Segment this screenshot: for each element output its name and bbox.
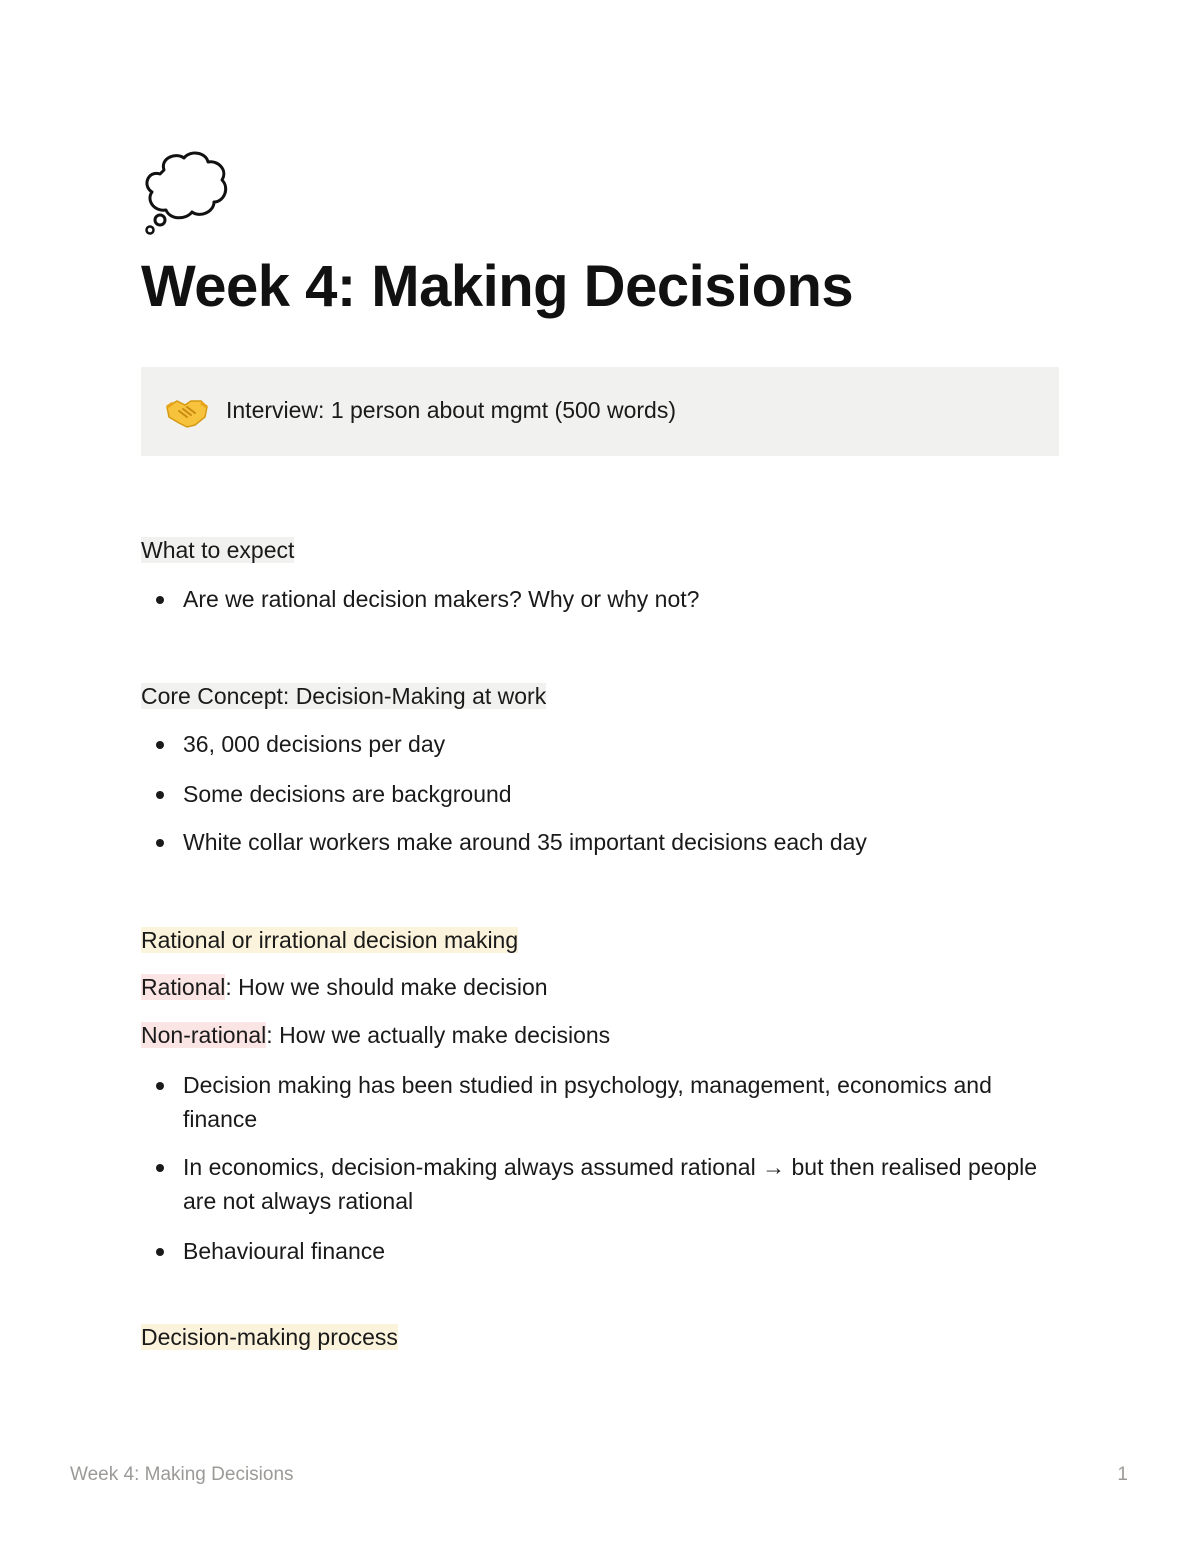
rational-term: Rational <box>141 974 226 1000</box>
nonrational-definition <box>141 1020 610 1050</box>
rational-definition <box>141 972 548 1002</box>
list-item: Are we rational decision makers? Why or why not? <box>141 582 1059 616</box>
rational-list <box>141 1068 1059 1268</box>
callout-block <box>141 367 1059 456</box>
nonrational-def: : How we actually make decisions <box>266 1022 611 1048</box>
list-item: Behavioural finance <box>141 1234 1059 1268</box>
list-item: In economics, decision-making always assumed rational → but then realised people are not always rational <box>141 1150 1059 1218</box>
list-item: 36, 000 decisions per day <box>141 727 1059 761</box>
rational-def: : How we should make decision <box>225 974 548 1000</box>
footer-page-number: 1 <box>1117 1464 1128 1485</box>
nonrational-term: Non-rational <box>141 1022 267 1048</box>
section-heading-rational: Rational or irrational decision making <box>141 927 519 953</box>
core-list <box>141 727 1059 859</box>
expect-list <box>141 582 1059 616</box>
page-title: Week 4: Making Decisions <box>141 254 854 319</box>
footer-title: Week 4: Making Decisions <box>70 1464 294 1485</box>
list-item: Some decisions are background <box>141 777 1059 811</box>
section-heading-process: Decision-making process <box>141 1324 398 1350</box>
list-item: Decision making has been studied in psychology, management, economics and finance <box>141 1068 1059 1136</box>
handshake-icon <box>165 395 209 431</box>
list-item: White collar workers make around 35 important decisions each day <box>141 825 1059 859</box>
section-heading-core: Core Concept: Decision-Making at work <box>141 683 547 709</box>
section-heading-expect: What to expect <box>141 537 295 563</box>
thought-balloon-icon <box>142 150 230 238</box>
callout-text: Interview: 1 person about mgmt (500 words) <box>226 397 676 423</box>
